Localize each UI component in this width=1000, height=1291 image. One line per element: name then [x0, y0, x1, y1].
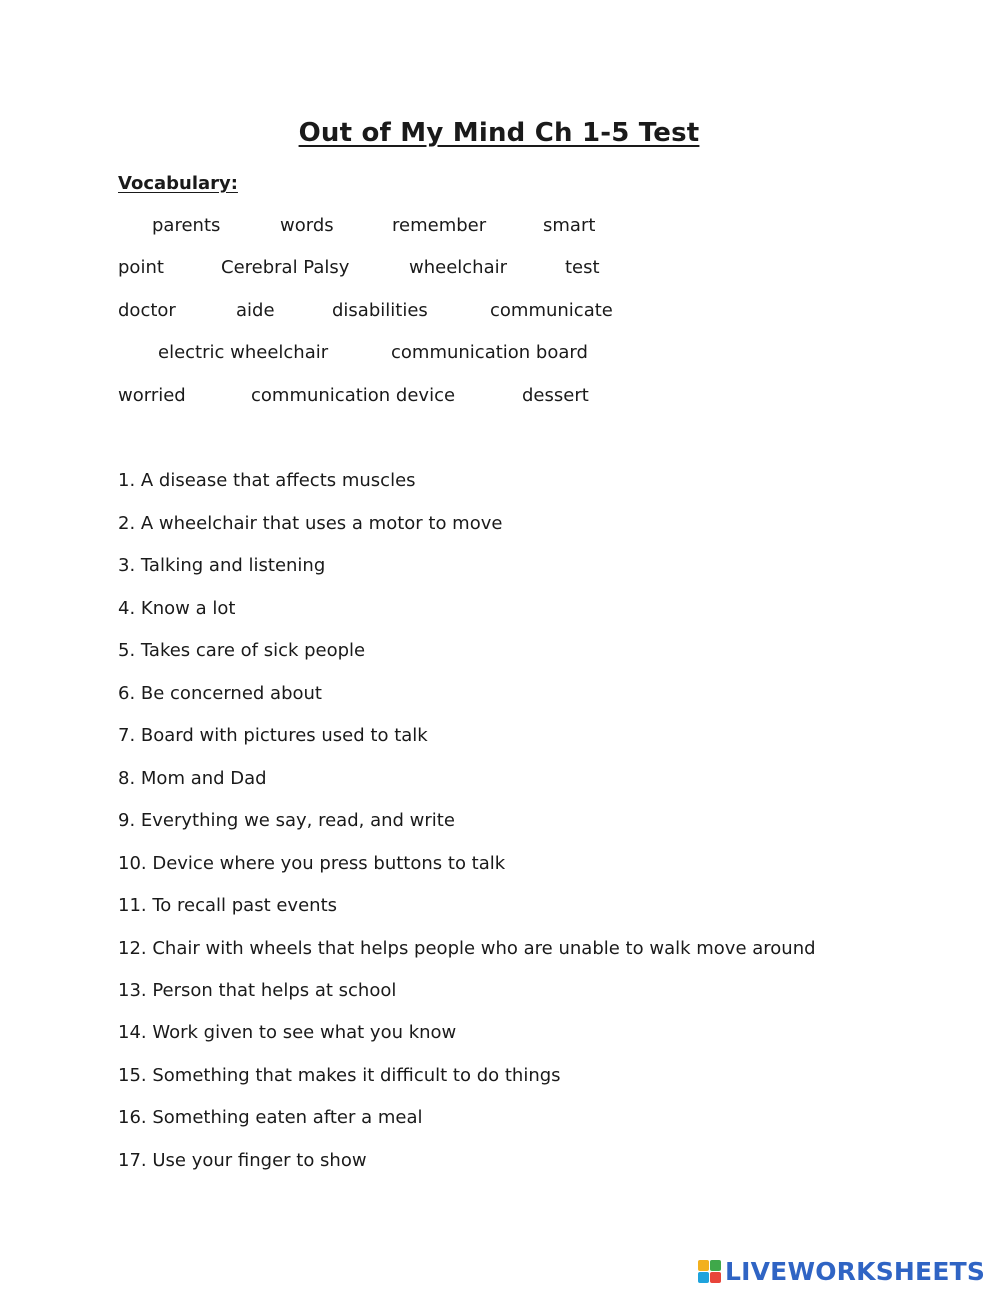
word-bank-item: dessert [522, 385, 589, 406]
question-item: 12. Chair with wheels that helps people who are unable to walk move around [118, 938, 816, 959]
question-item: 17. Use your finger to show [118, 1150, 367, 1171]
page-title: Out of My Mind Ch 1-5 Test [298, 118, 700, 148]
logo-tile [698, 1260, 709, 1271]
word-bank-item: parents [152, 215, 221, 236]
word-bank-item: point [118, 257, 164, 278]
question-item: 13. Person that helps at school [118, 980, 397, 1001]
word-bank-item: doctor [118, 300, 176, 321]
question-item: 11. To recall past events [118, 895, 338, 916]
word-bank-item: communicate [490, 300, 613, 321]
word-bank-item: disabilities [332, 300, 428, 321]
word-bank-item: electric wheelchair [158, 342, 329, 363]
question-item: 9. Everything we say, read, and write [118, 810, 455, 831]
word-bank-item: aide [236, 300, 275, 321]
question-item: 2. A wheelchair that uses a motor to move [118, 513, 503, 534]
word-bank-item: communication device [251, 385, 456, 406]
logo-tile [698, 1272, 709, 1283]
question-item: 4. Know a lot [118, 598, 236, 619]
liveworksheets-logo [698, 1256, 985, 1286]
word-bank-item: smart [543, 215, 596, 236]
word-bank-item: worried [118, 385, 186, 406]
question-item: 10. Device where you press buttons to talk [118, 853, 506, 874]
vocabulary-heading: Vocabulary: [118, 173, 238, 194]
logo-tile [710, 1272, 721, 1283]
question-item: 5. Takes care of sick people [118, 640, 366, 661]
question-item: 14. Work given to see what you know [118, 1022, 457, 1043]
question-item: 1. A disease that affects muscles [118, 470, 416, 491]
word-bank-item: words [280, 215, 334, 236]
question-item: 8. Mom and Dad [118, 768, 267, 789]
question-item: 16. Something eaten after a meal [118, 1107, 423, 1128]
liveworksheets-logo-icon [698, 1260, 721, 1283]
question-item: 3. Talking and listening [118, 555, 326, 576]
question-item: 6. Be concerned about [118, 683, 322, 704]
logo-text: LIVEWORKSHEETS [725, 1256, 986, 1286]
word-bank-item: communication board [391, 342, 588, 363]
question-item: 15. Something that makes it difficult to do things [118, 1065, 561, 1086]
word-bank-item: wheelchair [409, 257, 508, 278]
word-bank-item: test [565, 257, 600, 278]
word-bank-item: Cerebral Palsy [221, 257, 350, 278]
question-item: 7. Board with pictures used to talk [118, 725, 428, 746]
word-bank-item: remember [392, 215, 487, 236]
logo-tile [710, 1260, 721, 1271]
